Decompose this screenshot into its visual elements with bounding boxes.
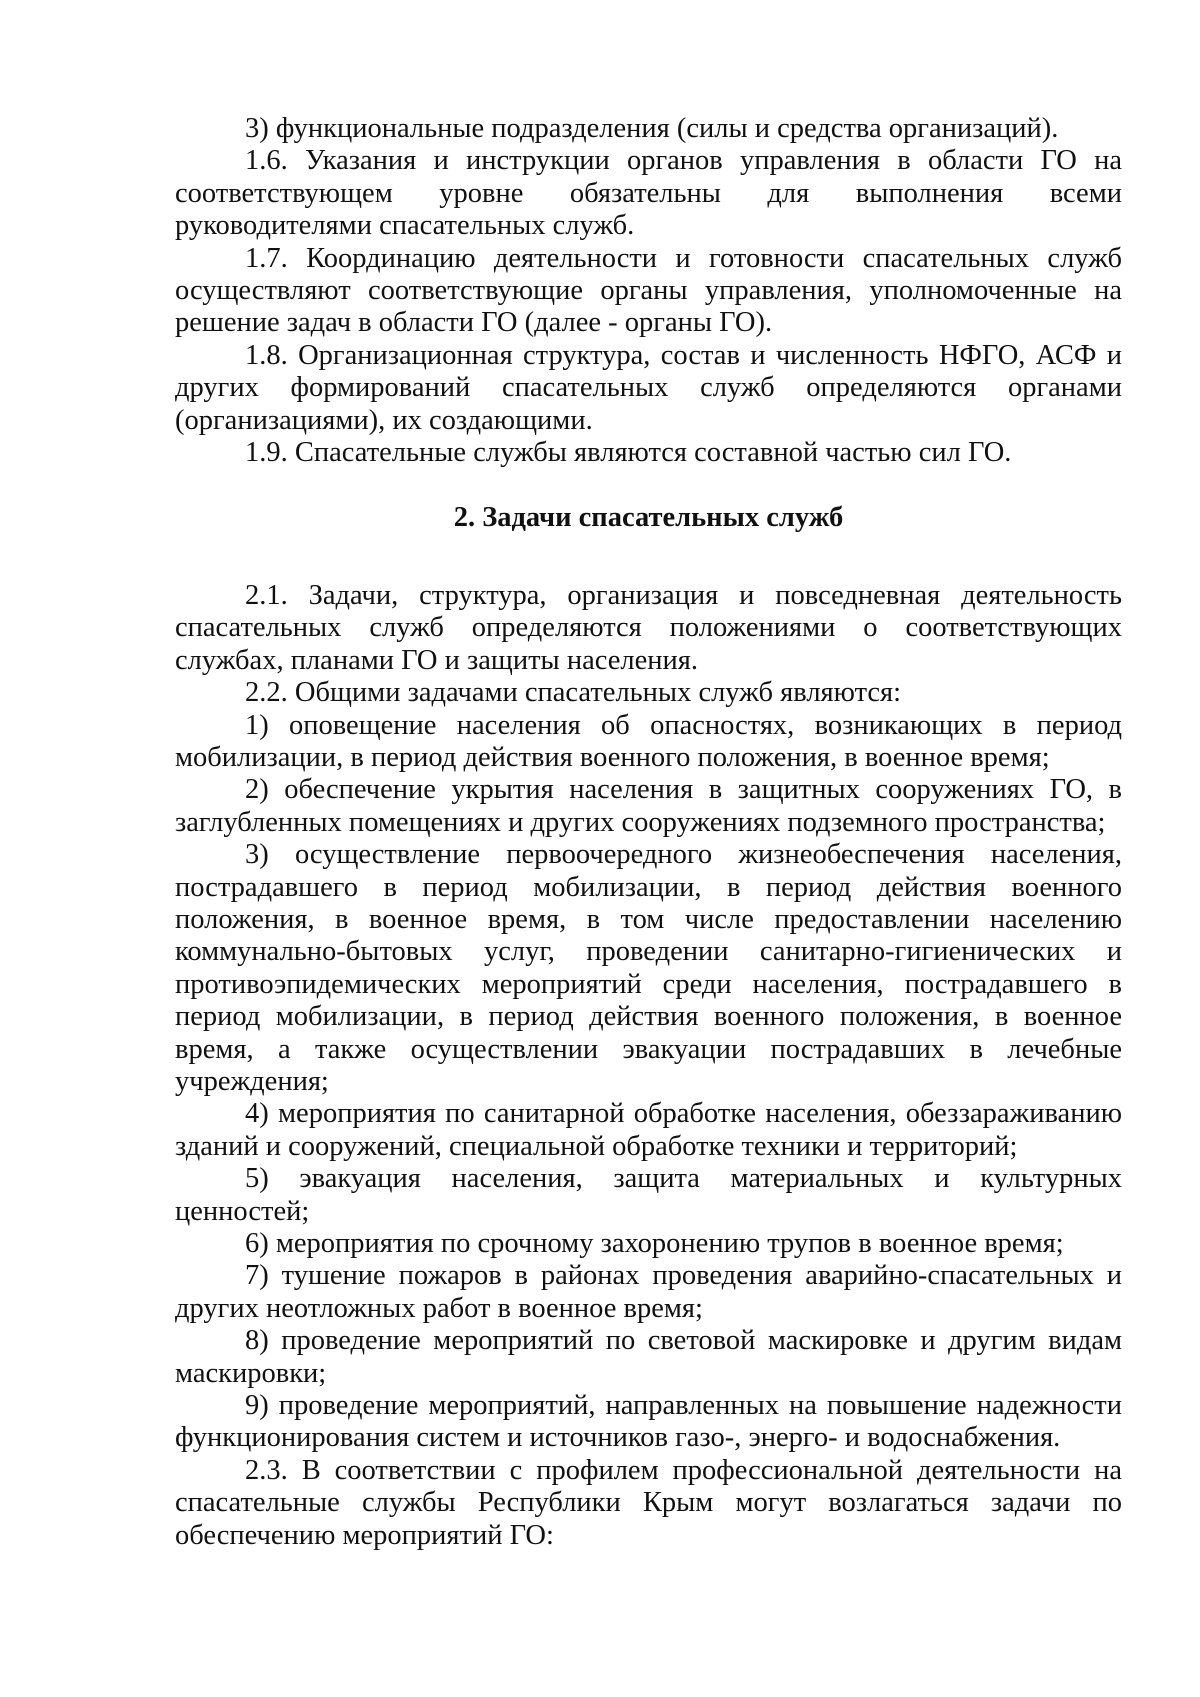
list-item-3: 3) осуществление первоочередного жизнеобеспечения населения, пострадавшего в период мобилизации, в период действия военного положения, в военное время, в том числе предоставлении населению коммунально-бытовых услуг, проведении санитарно-гигиенических и противоэпидемических мероприятий среди населения, пострадавшего в период мобилизации, в период действия военного положения, в военное время, а также осуществлении эвакуации пострадавших в лечебные учреждения;	[175, 839, 1122, 1097]
list-item-6: 6) мероприятия по срочному захоронению трупов в военное время;	[245, 1228, 1064, 1259]
list-item-1: 1) оповещение населения об опасностях, возникающих в период мобилизации, в период действия военного положения, в военное время;	[175, 709, 1122, 773]
spacer	[175, 535, 1122, 580]
list-item-5: 5) эвакуация населения, защита материальных и культурных ценностей;	[175, 1163, 1122, 1227]
paragraph-2-3: 2.3. В соответствии с профилем профессиональной деятельности на спасательные службы Республики Крым могут возлагаться задачи по обеспечению мероприятий ГО:	[175, 1454, 1122, 1551]
paragraph-1-6: 1.6. Указания и инструкции органов управления в области ГО на соответствующем уровне обязательны для выполнения всеми руководителями спасательных служб.	[175, 145, 1122, 242]
paragraph-2-1: 2.1. Задачи, структура, организация и повседневная деятельность спасательных служб определяются положениями о соответствующих службах, планами ГО и защиты населения.	[175, 579, 1122, 676]
list-item-4: 4) мероприятия по санитарной обработке населения, обеззараживанию зданий и сооружений, специальной обработке техники и территорий;	[175, 1098, 1122, 1162]
paragraph-1-9: 1.9. Спасательные службы являются составной частью сил ГО.	[245, 437, 1012, 469]
paragraph-2-2: 2.2. Общими задачами спасательных служб являются:	[245, 677, 902, 709]
list-item-7: 7) тушение пожаров в районах проведения аварийно-спасательных и других неотложных работ в военное время;	[175, 1260, 1122, 1324]
document-body	[175, 113, 1122, 1552]
paragraph-1-7: 1.7. Координацию деятельности и готовности спасательных служб осуществляют соответствующие органы управления, уполномоченные на решение задач в области ГО (далее - органы ГО).	[175, 242, 1122, 339]
list-item-2: 2) обеспечение укрытия населения в защитных сооружениях ГО, в заглубленных помещениях и других сооружениях подземного пространства;	[175, 774, 1122, 838]
list-item-9: 9) проведение мероприятий, направленных на повышение надежности функционирования систем и источников газо-, энерго- и водоснабжения.	[175, 1390, 1122, 1454]
spacer	[175, 469, 1122, 502]
section-heading: 2. Задачи спасательных служб	[453, 502, 844, 534]
paragraph-1-8: 1.8. Организационная структура, состав и численность НФГО, АСФ и других формирований спасательных служб определяются органами (организациями), их создающими.	[175, 339, 1122, 436]
list-item-8: 8) проведение мероприятий по световой маскировке и другим видам маскировки;	[175, 1325, 1122, 1389]
paragraph-item-3-functional-units: 3) функциональные подразделения (силы и средства организаций).	[245, 113, 1059, 144]
